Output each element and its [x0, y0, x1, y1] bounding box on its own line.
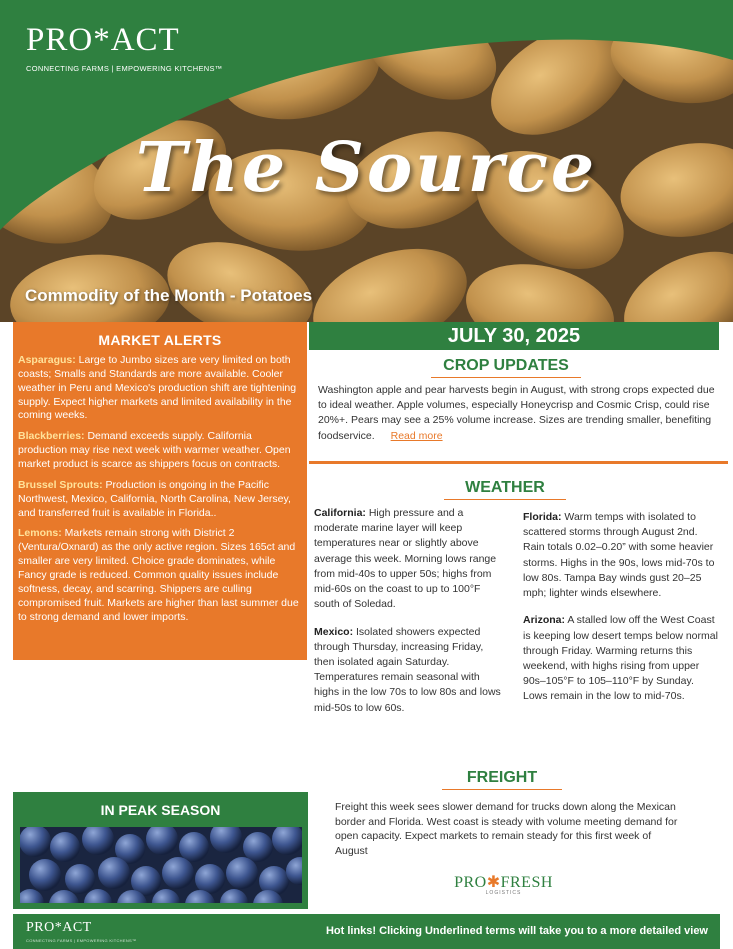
blueberries-photo: [20, 827, 302, 903]
weather-left-column: [314, 506, 504, 728]
blueberries-illustration: [20, 827, 302, 903]
region-label: Mexico:: [314, 625, 354, 638]
region-text: Warm temps with isolated to scattered storms through August 2nd. Rain totals 0.02–0.20” with some heavier storms. Highs in the 90s, lows mid-70s to low 80s. Tampa Bay winds gust 20–25 mph; lighter winds elsewhere.: [523, 511, 715, 600]
alert-text: Production is ongoing in the Pacific Northwest, Mexico, California, North Carolina, New Jersey, and transferred fruit is available in Florida..: [18, 478, 291, 519]
freight-body: Freight this week sees slower demand for trucks down along the Mexican border and Florida. West coast is steady with volume meeting demand for open capacity. Expect markets to remain steady for this first week of August: [335, 801, 678, 858]
footer-bar: [13, 914, 720, 949]
alert-text: Markets remain strong with District 2 (Ventura/Oxnard) as the only active region. Sizes 165ct and smaller are very limited. Choice grade dominates, while Fancy grade is reduced. Common quality issues include softness, decay, and scarring. Shippers are culling compromised fruit. Markets are higher than last summer due to strong demand and lower imports.: [18, 527, 299, 623]
region-text: High pressure and a moderate marine layer will keep temperatures near or slightly above average this week. Morning lows range from mid-40s to upper 50s; highs from mid-60s on the coast to up to 100°F south of Soledad.: [314, 507, 497, 611]
profresh-subtitle: LOGISTICS: [485, 890, 522, 896]
proact-logo: [26, 24, 223, 73]
region-text: A stalled low off the West Coast is keeping low desert temps below normal through Friday. Warming returns this weekend, with highs rising from upper 90s–105°F to 105–110°F by Sunday. Lows remain in the low to mid-70s.: [523, 614, 718, 703]
alert-title[interactable]: Blackberries:: [18, 430, 85, 443]
profresh-logo: [446, 872, 561, 896]
weather-right-column: [523, 510, 719, 717]
alert-title[interactable]: Brussel Sprouts:: [18, 478, 103, 491]
alert-title[interactable]: Lemons:: [18, 527, 62, 540]
alert-brussel-sprouts: [18, 479, 302, 521]
crop-updates-heading: CROP UPDATES: [431, 357, 581, 378]
commodity-of-month: Commodity of the Month - Potatoes: [25, 286, 313, 305]
logo-part: PRO: [454, 874, 487, 891]
weather-heading: WEATHER: [444, 479, 566, 500]
logo-tagline: CONNECTING FARMS | EMPOWERING KITCHENS™: [26, 64, 223, 73]
peak-season-heading: IN PEAK SEASON: [100, 802, 221, 818]
footer-tagline: CONNECTING FARMS | EMPOWERING KITCHENS™: [26, 938, 137, 943]
logo-part: FRESH: [500, 874, 553, 891]
newsletter-title: The Source: [135, 128, 598, 208]
footer-logo: PRO*ACT: [26, 920, 92, 935]
market-alerts-heading: MARKET ALERTS: [98, 332, 222, 348]
market-alerts-panel: [13, 322, 307, 660]
freight-heading: FREIGHT: [442, 769, 562, 790]
hero-banner: [0, 0, 733, 322]
alert-blackberries: [18, 430, 302, 472]
weather-arizona: [523, 613, 719, 704]
alert-text: Large to Jumbo sizes are very limited on both coasts; Smalls and Standards are more available. Cooler weather in Peru and Mexico's production shift are tightening supply. Expect higher markets and limited availability in the coming weeks.: [18, 354, 297, 422]
weather-california: [314, 506, 504, 613]
hot-links-note: Hot links! Clicking Underlined terms will take you to a more detailed view: [325, 925, 708, 937]
peak-season-panel: [13, 792, 308, 909]
region-text: Isolated showers expected through Thursday, increasing Friday, then isolated again Saturday. Temperatures remain seasonal with highs in the low 70s to low 80s and lows mid-50s to low 60s.: [314, 625, 501, 714]
region-label: California:: [314, 507, 366, 519]
weather-mexico: [314, 625, 504, 716]
issue-date: JULY 30, 2025: [309, 322, 719, 350]
alert-title[interactable]: Asparagus:: [18, 354, 76, 366]
region-label: Florida:: [523, 511, 562, 523]
alert-lemons: [18, 527, 302, 624]
crop-updates-body: [318, 383, 718, 444]
weather-florida: [523, 510, 719, 601]
alert-asparagus: [18, 354, 302, 423]
star-icon: ✱: [486, 874, 501, 891]
region-label: Arizona:: [523, 614, 565, 627]
crop-updates-text: Washington apple and pear harvests begin in August, with strong crops expected due to ideal weather. Apple volumes, especially Honeycrisp and Cosmic Crisp, could rise 20%+. Pears may see a 25% volume increase. Sizes are trending smaller, benefiting foodservice.: [318, 384, 715, 442]
alert-text: Demand exceeds supply. California production may rise next week with warmer weather. Open market product is scarce as shippers focus on contracts.: [18, 430, 291, 471]
read-more-link[interactable]: Read more: [390, 429, 443, 442]
profresh-wordmark: [446, 872, 561, 892]
logo-wordmark: PRO*ACT: [26, 22, 180, 58]
section-divider: [309, 461, 728, 464]
